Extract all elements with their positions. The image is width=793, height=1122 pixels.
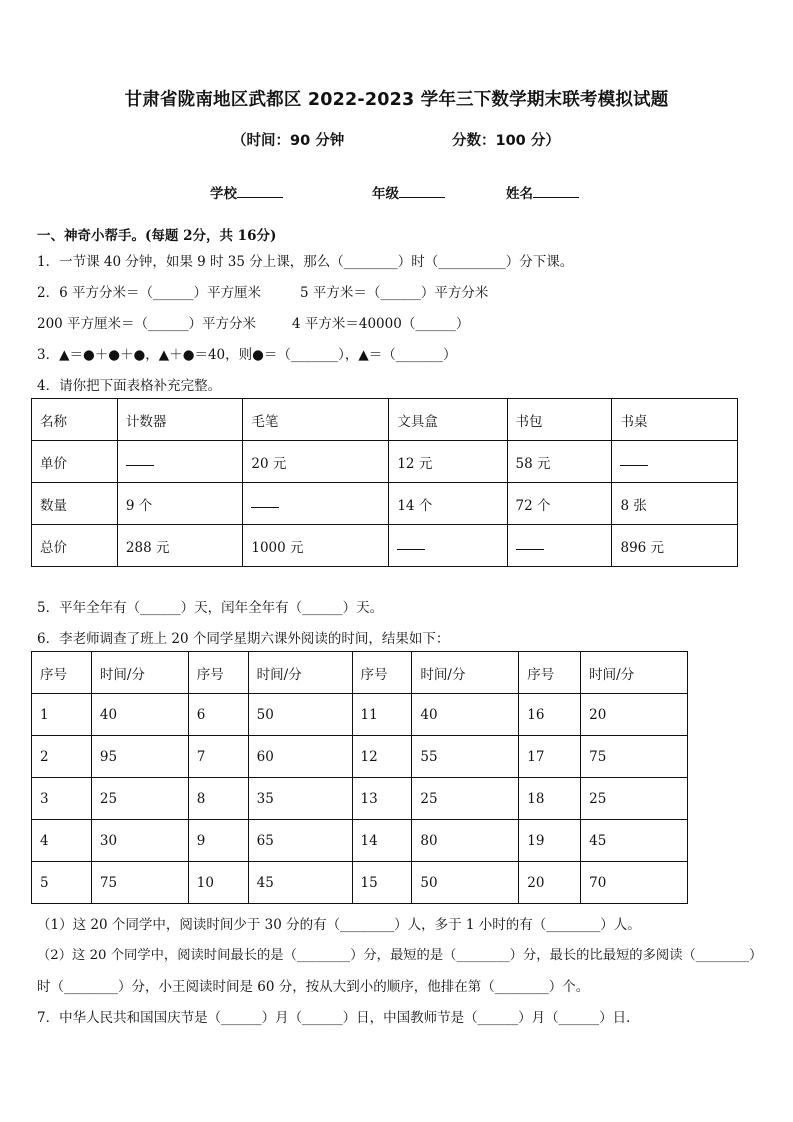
table-cell: 4 (32, 820, 92, 862)
table-cell: 896 元 (612, 525, 738, 567)
section-heading: 一、神奇小帮手。(每题 2分，共 16分) (37, 228, 277, 244)
question-5: 5．平年全年有（______）天，闰年全年有（______）天。 (37, 600, 384, 616)
table-cell: 8 张 (612, 483, 738, 525)
table-cell: 50 (412, 862, 519, 904)
table-cell: 60 (248, 736, 352, 778)
table-cell: 总价 (32, 525, 118, 567)
table-cell: 75 (91, 862, 188, 904)
table-cell: 9 个 (117, 483, 242, 525)
page-title: 甘肃省陇南地区武都区 2022-2023 学年三下数学期末联考模拟试题 (124, 90, 669, 110)
question-6: 6．李老师调查了班上 20 个同学星期六课外阅读的时间，结果如下： (37, 631, 450, 647)
school-label: 学校 (210, 186, 237, 202)
question-6-2b: 时（________）分，小王阅读时间是 60 分，按从大到小的顺序，他排在第（________）个。 (37, 979, 590, 995)
table-row (32, 820, 688, 862)
table-cell: 12 元 (389, 441, 507, 483)
table-cell: 30 (91, 820, 188, 862)
name-label: 姓名 (506, 186, 533, 202)
table-cell: 10 (188, 862, 248, 904)
table-row (32, 399, 738, 441)
table-row (32, 778, 688, 820)
table-cell: 17 (519, 736, 581, 778)
table-cell: 70 (581, 862, 688, 904)
column-header: 序号 (32, 652, 92, 694)
table-row (32, 441, 738, 483)
question-2b: 5 平方米＝（______）平方分米 (300, 285, 489, 301)
table-cell: 13 (352, 778, 412, 820)
table-cell: 1000 元 (243, 525, 389, 567)
table-cell: 288 元 (117, 525, 242, 567)
table-cell: 25 (91, 778, 188, 820)
name-field[interactable] (506, 182, 579, 202)
table-cell: 20 元 (243, 441, 389, 483)
table-cell: 19 (519, 820, 581, 862)
table-cell: 20 (519, 862, 581, 904)
table-cell: 20 (581, 694, 688, 736)
question-3: 3．▲＝●＋●＋●，▲＋●＝40，则●＝（_______），▲＝（_______） (37, 347, 457, 363)
question-1: 1．一节课 40 分钟，如果 9 时 35 分上课，那么（________）时（__________）分下课。 (37, 254, 574, 270)
question-2a: 2．6 平方分米＝（______）平方厘米 (37, 285, 261, 301)
table-cell: 7 (188, 736, 248, 778)
table-cell: 6 (188, 694, 248, 736)
table-row (32, 483, 738, 525)
table-cell: 书桌 (612, 399, 738, 441)
table-cell: 65 (248, 820, 352, 862)
table-cell: 数量 (32, 483, 118, 525)
table-cell: 名称 (32, 399, 118, 441)
column-header: 时间/分 (91, 652, 188, 694)
reading-time-table (31, 651, 688, 904)
grade-field[interactable] (372, 182, 445, 202)
table-row (32, 525, 738, 567)
table-cell: 50 (248, 694, 352, 736)
table-cell: 9 (188, 820, 248, 862)
answer-blank[interactable] (117, 441, 242, 483)
table-cell: 75 (581, 736, 688, 778)
table-cell: 5 (32, 862, 92, 904)
column-header: 序号 (352, 652, 412, 694)
table-cell: 1 (32, 694, 92, 736)
table-cell: 2 (32, 736, 92, 778)
table-cell: 80 (412, 820, 519, 862)
answer-blank[interactable] (612, 441, 738, 483)
table-cell: 25 (581, 778, 688, 820)
table-cell: 计数器 (117, 399, 242, 441)
table-cell: 45 (248, 862, 352, 904)
school-field[interactable] (210, 182, 283, 202)
table-cell: 文具盒 (389, 399, 507, 441)
table-row (32, 694, 688, 736)
column-header: 序号 (188, 652, 248, 694)
answer-blank[interactable] (243, 483, 389, 525)
table-cell: 11 (352, 694, 412, 736)
question-7: 7．中华人民共和国国庆节是（______）月（______）日，中国教师节是（______）月（______）日． (37, 1010, 640, 1026)
table-header-row (32, 652, 688, 694)
table-cell: 45 (581, 820, 688, 862)
table-row (32, 862, 688, 904)
table-cell: 95 (91, 736, 188, 778)
question-2d: 4 平方米＝40000（______） (292, 316, 470, 332)
question-6-1: （1）这 20 个同学中，阅读时间少于 30 分的有（________）人，多于 1 小时的有（________）人。 (37, 917, 641, 933)
question-4: 4．请你把下面表格补充完整。 (37, 378, 222, 394)
question-2c: 200 平方厘米＝（______）平方分米 (37, 316, 257, 332)
answer-blank[interactable] (507, 525, 612, 567)
column-header: 时间/分 (248, 652, 352, 694)
table-cell: 书包 (507, 399, 612, 441)
table-cell: 14 个 (389, 483, 507, 525)
column-header: 时间/分 (412, 652, 519, 694)
exam-score: 分数：100 分） (452, 133, 560, 149)
table-cell: 12 (352, 736, 412, 778)
table-cell: 18 (519, 778, 581, 820)
column-header: 序号 (519, 652, 581, 694)
table-cell: 58 元 (507, 441, 612, 483)
table-cell: 15 (352, 862, 412, 904)
table-cell: 14 (352, 820, 412, 862)
table-cell: 毛笔 (243, 399, 389, 441)
question-6-2a: （2）这 20 个同学中，阅读时间最长的是（________）分，最短的是（________）分，最长的比最短的多阅读（________） (37, 948, 763, 963)
price-table (31, 398, 738, 567)
exam-time: （时间：90 分钟 (232, 133, 345, 149)
table-cell: 8 (188, 778, 248, 820)
answer-blank[interactable] (389, 525, 507, 567)
table-cell: 55 (412, 736, 519, 778)
table-cell: 3 (32, 778, 92, 820)
table-cell: 72 个 (507, 483, 612, 525)
table-cell: 25 (412, 778, 519, 820)
table-cell: 16 (519, 694, 581, 736)
column-header: 时间/分 (581, 652, 688, 694)
grade-label: 年级 (372, 186, 399, 202)
table-row (32, 736, 688, 778)
table-cell: 40 (91, 694, 188, 736)
table-cell: 单价 (32, 441, 118, 483)
table-cell: 35 (248, 778, 352, 820)
table-cell: 40 (412, 694, 519, 736)
